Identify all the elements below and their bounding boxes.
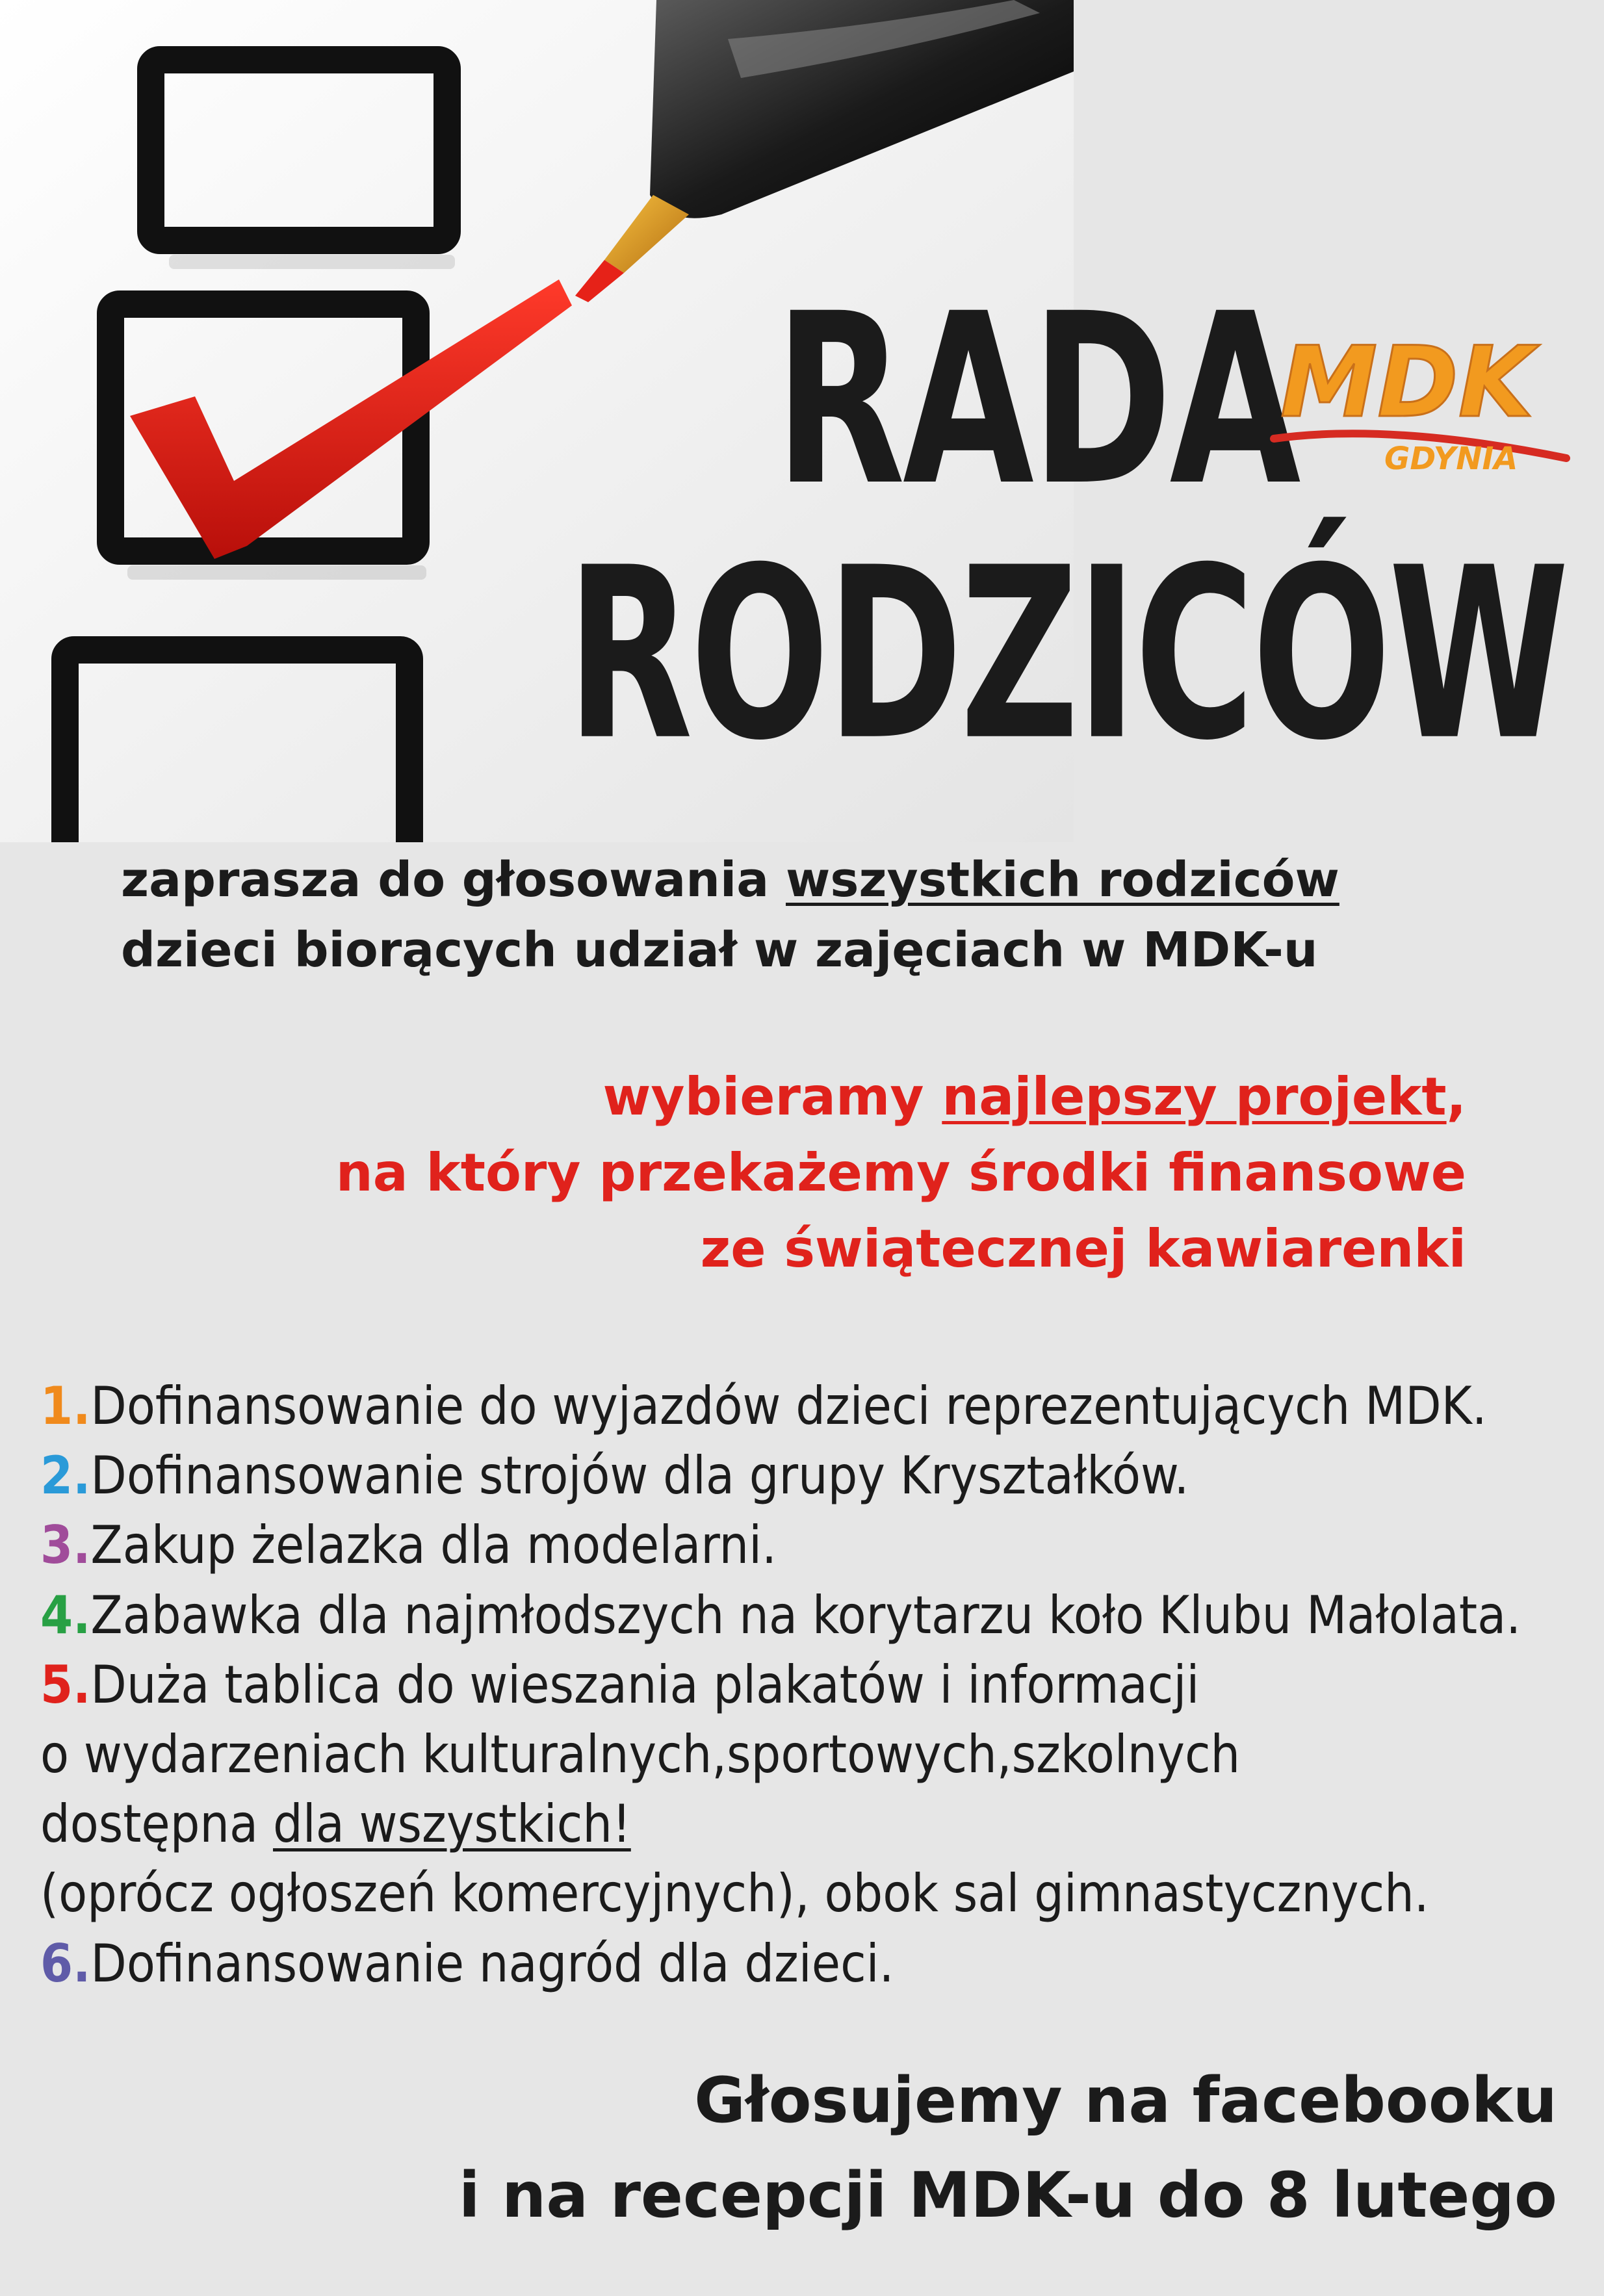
- announcement-line-3: ze świątecznej kawiarenki: [700, 1218, 1466, 1279]
- item-number: 5.: [40, 1654, 91, 1715]
- announcement-line-2: na który przekażemy środki finansowe: [335, 1142, 1466, 1203]
- voting-line-1: Głosujemy na facebooku: [694, 2064, 1557, 2137]
- voting-line-2: i na recepcji MDK-u do 8 lutego: [458, 2158, 1557, 2232]
- voting-info: [459, 2054, 1557, 2243]
- mdk-gdynia-logo: [1261, 325, 1586, 481]
- title-line-2: RODZICÓW: [567, 517, 1567, 793]
- title-line-1: RADA: [775, 264, 1299, 538]
- intro-line-1: zaprasza do głosowania wszystkich rodziców: [121, 852, 1339, 908]
- item-number: 2.: [40, 1445, 91, 1506]
- list-item: 2.Dofinansowanie strojów dla grupy Kryształków.: [40, 1445, 1189, 1506]
- item-number: 4.: [40, 1584, 91, 1645]
- item-number: 6.: [40, 1933, 91, 1994]
- announcement-line-1: wybieramy najlepszy projekt,: [602, 1066, 1466, 1127]
- list-item: 5.Duża tablica do wieszania plakatów i informacji: [40, 1654, 1200, 1715]
- list-item-continuation: dostępna dla wszystkich!: [40, 1794, 631, 1855]
- list-item: 3.Zakup żelazka dla modelarni.: [40, 1515, 777, 1576]
- announcement-emphasis: najlepszy projekt: [942, 1066, 1447, 1127]
- project-announcement: [336, 1059, 1466, 1287]
- logo-subtext: GDYNIA: [1384, 441, 1518, 477]
- list-item: 1.Dofinansowanie do wyjazdów dzieci reprezentujących MDK.: [40, 1376, 1487, 1436]
- list-item-continuation: (oprócz ogłoszeń komercyjnych), obok sal gimnastycznych.: [40, 1863, 1429, 1924]
- logo-text: MDK: [1280, 326, 1534, 439]
- intro-line-2: dzieci biorących udział w zajęciach w MDK-u: [121, 922, 1318, 979]
- projects-list: [40, 1371, 1521, 1998]
- list-item-continuation: o wydarzeniach kulturalnych,sportowych,szkolnych: [40, 1723, 1241, 1785]
- item-number: 1.: [40, 1376, 91, 1436]
- list-item: 4.Zabawka dla najmłodszych na korytarzu koło Klubu Małolata.: [40, 1584, 1521, 1645]
- item-number: 3.: [40, 1515, 91, 1576]
- intro-text: [121, 845, 1339, 985]
- availability-emphasis: dla wszystkich!: [273, 1794, 631, 1855]
- list-item: 6.Dofinansowanie nagród dla dzieci.: [40, 1933, 894, 1994]
- intro-emphasis: wszystkich rodziców: [786, 852, 1339, 908]
